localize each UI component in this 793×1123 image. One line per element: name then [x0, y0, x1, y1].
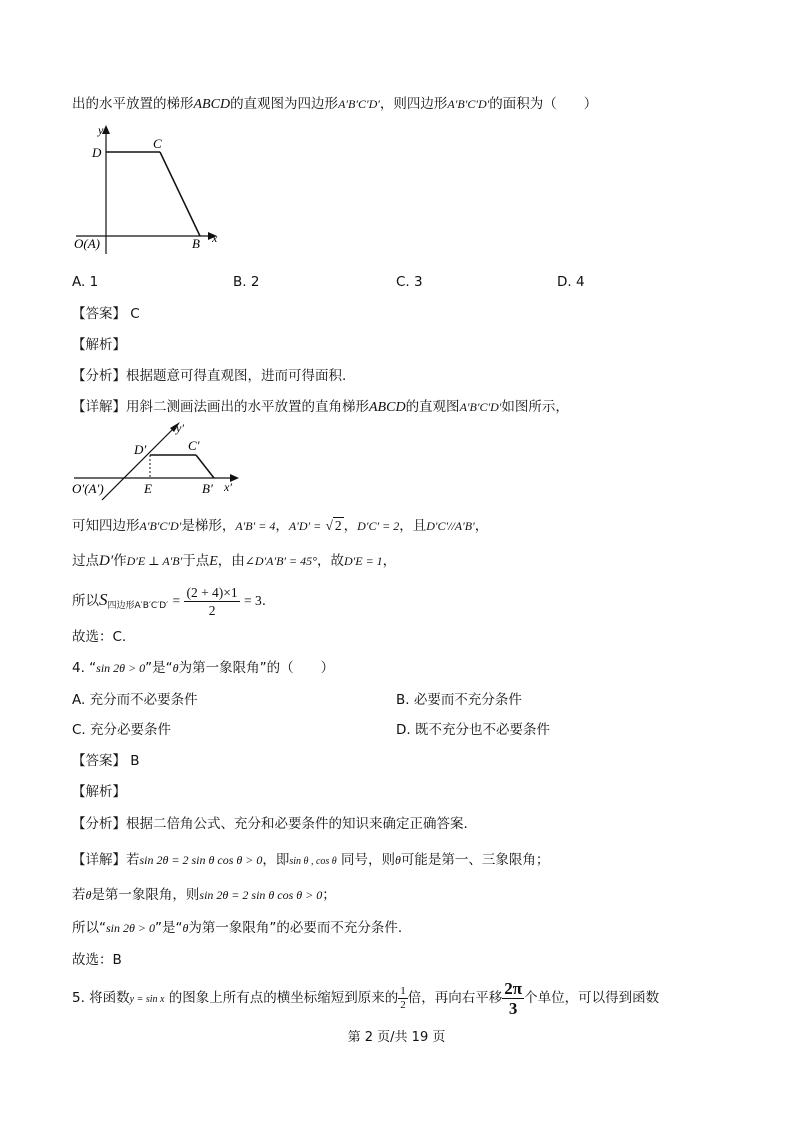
- q3-line2: [72, 551, 396, 572]
- half-fraction: [398, 985, 408, 1012]
- q3-stem: [72, 94, 597, 115]
- fig1-label-b: B: [192, 236, 200, 251]
- text: ，故: [316, 553, 344, 569]
- fig1-label-d: D: [92, 145, 102, 160]
- text: 于点: [182, 553, 210, 569]
- math-parallel: D′C′//A′B′: [426, 519, 475, 533]
- q4-option-b: B. 必要而不充分条件: [396, 692, 522, 708]
- q4-choose: 故选：B: [72, 952, 122, 968]
- q3-line3: 所以$S_{四边形A'B'C'D'}$ = $\frac{(2 + 4)\times 1}{2}$ = 3.: [72, 584, 267, 618]
- math-theta: θ: [182, 921, 189, 935]
- math-abcd: ABCD: [193, 97, 231, 112]
- answer-value: C: [130, 306, 140, 322]
- text: ”是“: [155, 920, 183, 936]
- option-d: D. 4: [557, 274, 585, 290]
- math-abcd: ABCD: [369, 400, 406, 415]
- math-dc: D′C′ = 2: [357, 519, 400, 533]
- text: ，即: [262, 852, 290, 868]
- text: 的图象上所有点的横坐标缩短到原来的: [168, 990, 399, 1006]
- q3-stem-text: 的直观图为四边形: [230, 96, 339, 112]
- fig2-label-c: C′: [188, 438, 200, 453]
- fenxi-text: 根据题意可得直观图，进而可得面积.: [126, 368, 347, 384]
- fig1-label-c: C: [153, 136, 162, 151]
- q5-stem: [72, 978, 659, 1020]
- text: ，: [382, 553, 397, 569]
- q3-stem-text: ，则四边形: [379, 96, 448, 112]
- q4-detail-line1: [72, 850, 549, 872]
- q4-answer: [72, 751, 140, 771]
- math-s: S: [99, 590, 108, 609]
- option-c: C. 3: [396, 274, 423, 290]
- fenxi-tag: 【分析】: [72, 816, 126, 832]
- math-d-point: D′: [99, 553, 114, 569]
- q4-detail-line2: [72, 885, 336, 905]
- answer-value: B: [130, 753, 140, 769]
- q3-detail: [72, 397, 569, 418]
- fig1-label-o: O(A): [74, 236, 100, 251]
- fig2-label-d: D′: [134, 442, 147, 457]
- text: 倍，再向右平移: [407, 990, 503, 1006]
- fig1-label-x: x: [212, 231, 218, 245]
- option-b: B. 2: [233, 274, 260, 290]
- text: 5. 将函数: [72, 990, 130, 1006]
- option-a: A. 1: [72, 274, 99, 290]
- math-de: D′E = 1: [343, 554, 383, 568]
- fenxi-tag: 【分析】: [72, 368, 126, 384]
- fig2-label-x: x′: [224, 480, 232, 494]
- fraction-denominator: 2: [400, 998, 406, 1011]
- math-s-subscript: 四边形A′B′C′D′: [107, 601, 169, 611]
- detail-text: 如图所示，: [501, 399, 569, 415]
- math-condition: sin 2θ > 0: [96, 661, 146, 675]
- q4-stem: [72, 658, 334, 678]
- math-theta: θ: [172, 661, 179, 675]
- q4-option-d: D. 既不充分也不必要条件: [396, 722, 550, 738]
- q4-option-c: C. 充分必要条件: [72, 722, 172, 738]
- detail-tag: 【详解】: [72, 852, 126, 868]
- fraction-denominator: 3: [508, 998, 518, 1018]
- math-ad: A′D′ =: [288, 519, 322, 533]
- fig1-label-y: y: [98, 123, 104, 137]
- shift-fraction: [502, 979, 524, 1018]
- answer-tag: 【答案】: [72, 306, 126, 322]
- text: ，由: [217, 553, 245, 569]
- detail-tag: 【详解】: [72, 399, 126, 415]
- q3-fenxi: [72, 366, 346, 386]
- q3-stem-text: 的面积为（ ）: [489, 96, 598, 112]
- fraction-numerator: (2 + 4)×1: [186, 584, 238, 600]
- math-ab: A′B′ = 4: [235, 519, 276, 533]
- math-quad: A′B′C′D′: [139, 519, 182, 533]
- q4-option-a: A. 充分而不必要条件: [72, 692, 198, 708]
- text: ”是“: [145, 660, 173, 676]
- q3-answer: [72, 304, 140, 324]
- text: 所以“: [72, 920, 106, 936]
- math-quad: A′B′C′D′: [459, 400, 502, 414]
- text: ，且: [399, 518, 427, 534]
- q4-detail-line3: [72, 918, 402, 938]
- text: 可能是第一、三象限角；: [400, 852, 550, 868]
- q4-fenxi: [72, 814, 468, 834]
- text: ；: [322, 887, 336, 903]
- math-identity: sin 2θ = 2 sin θ cos θ > 0: [139, 853, 263, 867]
- text: 可知四边形: [72, 518, 140, 534]
- sqrt-two: √ 2: [325, 518, 342, 533]
- math-condition: sin 2θ > 0: [106, 921, 155, 935]
- fraction-numerator: 1: [400, 984, 406, 997]
- math-function: y = sin x: [129, 994, 165, 1005]
- math-identity: sin 2θ = 2 sin θ cos θ > 0: [199, 888, 323, 902]
- text: 作: [113, 553, 127, 569]
- fraction-numerator: 2π: [504, 978, 523, 998]
- answer-tag: 【答案】: [72, 753, 126, 769]
- text: 4. “: [72, 660, 97, 676]
- q3-choose: 故选：C.: [72, 629, 127, 645]
- q3-analysis-tag: 【解析】: [72, 337, 126, 353]
- math-sin-cos: sin θ , cos θ: [289, 856, 337, 867]
- text: 若: [72, 887, 86, 903]
- page-footer: 第 2 页/共 19 页: [347, 1030, 446, 1045]
- math-result: = 3: [243, 593, 262, 608]
- text: 是第一象限角，则: [91, 887, 200, 903]
- fig2-label-o: O′(A′): [72, 481, 104, 496]
- text: 过点: [72, 553, 99, 569]
- area-fraction: [184, 584, 239, 619]
- math-theta: θ: [395, 853, 401, 867]
- trapezoid-figure: [72, 122, 232, 262]
- text: 为第一象限角”的（ ）: [178, 660, 335, 676]
- text: 若: [126, 852, 140, 868]
- math-quad: A′B′C′D′: [338, 97, 380, 111]
- math-theta: θ: [85, 888, 92, 902]
- q3-line1: 可知四边形A′B′C′D′是梯形，A′B′ = 4，A′D′ = √ 2 ，D′C′ = 2，且D′C′//A′B′，: [72, 518, 489, 534]
- fig2-label-b: B′: [202, 481, 213, 496]
- oblique-figure: [72, 420, 252, 502]
- q4-analysis-tag: 【解析】: [72, 784, 126, 800]
- detail-text: 的直观图: [405, 399, 460, 415]
- fraction-denominator: 2: [208, 602, 216, 618]
- detail-text: 用斜二测画法画出的水平放置的直角梯形: [126, 399, 369, 415]
- text: 是梯形，: [181, 518, 236, 534]
- math-e: E: [209, 554, 218, 569]
- text: 同号，则: [336, 852, 396, 868]
- math-quad: A′B′C′D′: [447, 97, 490, 111]
- sqrt-radicand: 2: [334, 518, 342, 533]
- text: 所以: [72, 593, 99, 609]
- math-perp: D′E ⊥ A′B′: [126, 554, 183, 568]
- text: 为第一象限角”的必要而不充分条件.: [188, 920, 403, 936]
- fig2-label-e: E: [144, 481, 152, 496]
- fig2-label-y: y′: [176, 421, 184, 435]
- fenxi-text: 根据二倍角公式、充分和必要条件的知识来确定正确答案.: [126, 816, 468, 832]
- math-angle: ∠D′A′B′ = 45°: [244, 554, 317, 568]
- q3-stem-text: 出的水平放置的梯形: [72, 96, 194, 112]
- text: 个单位，可以得到函数: [524, 990, 660, 1006]
